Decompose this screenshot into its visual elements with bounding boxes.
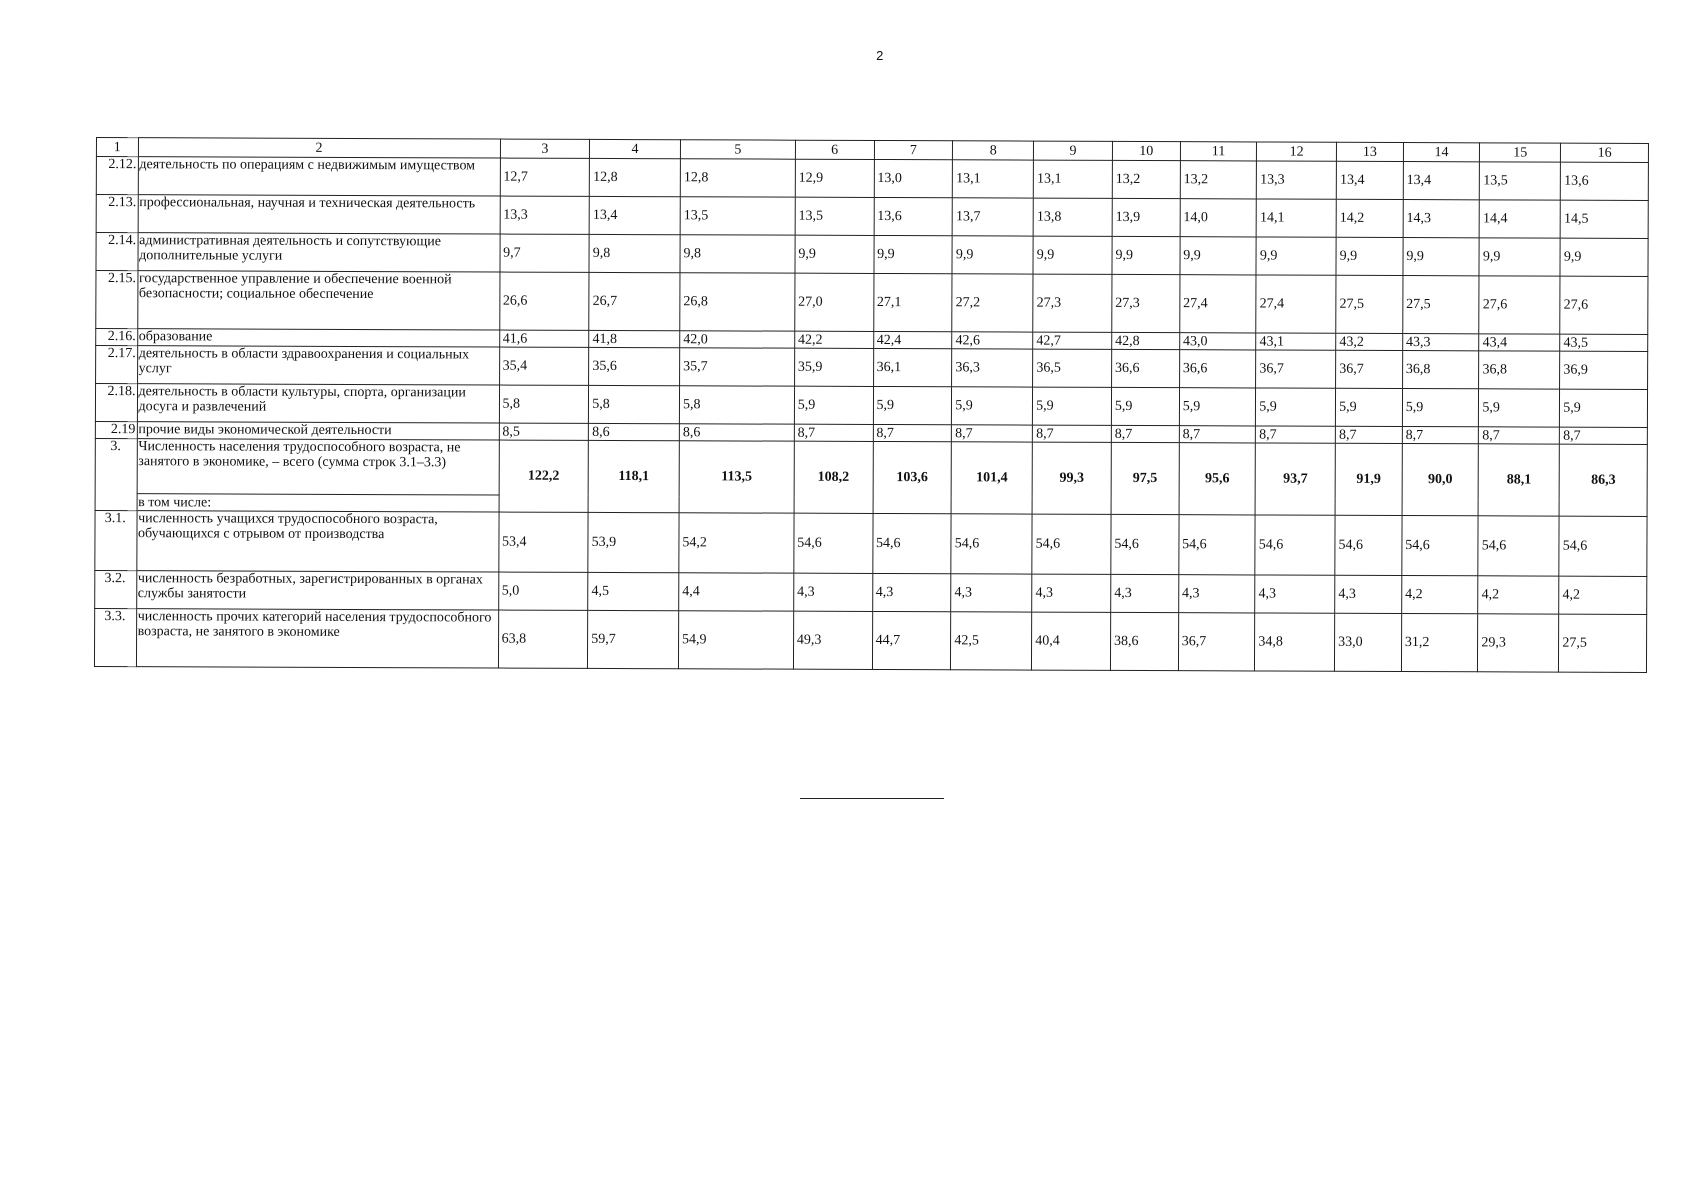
table-cell: 44,7: [872, 611, 951, 669]
table-cell: 9,9: [1336, 237, 1403, 275]
table-cell: 8,7: [1560, 427, 1648, 444]
table-cell: 54,6: [1335, 515, 1402, 575]
table-cell: 36,8: [1479, 351, 1560, 389]
table-row: [96, 157, 1648, 201]
table-cell: 8,7: [1111, 425, 1179, 442]
table-cell: 118,1: [588, 440, 679, 512]
table-cell: 8,7: [1402, 427, 1479, 444]
table-cell: 63,8: [498, 610, 588, 668]
table-cell: 13,7: [952, 198, 1033, 236]
table-cell: 36,6: [1179, 350, 1256, 388]
table-cell: 13,3: [500, 196, 590, 234]
table-cell: 54,6: [951, 514, 1032, 574]
table-cell: 5,9: [1256, 388, 1336, 426]
table-cell: 35,7: [680, 348, 795, 386]
table-cell: 54,6: [872, 513, 951, 573]
table-cell: 54,6: [1478, 516, 1559, 576]
table-cell: 4,3: [1335, 575, 1402, 613]
table-cell: 5,8: [589, 385, 680, 423]
row-code: 2.18.: [95, 384, 137, 422]
table-cell: 54,6: [1111, 514, 1179, 574]
table-cell: 93,7: [1255, 443, 1335, 515]
table-cell: 9,9: [1112, 236, 1180, 274]
table-cell: 90,0: [1402, 444, 1479, 516]
table-cell: 13,5: [680, 197, 795, 235]
table-cell: 42,7: [1033, 332, 1112, 349]
table-cell: 49,3: [793, 611, 872, 669]
table-cell: 13,6: [874, 197, 953, 235]
table-row: [96, 271, 1648, 335]
table-cell: 54,9: [678, 611, 793, 669]
table-cell: 36,7: [1178, 613, 1255, 671]
table-cell: 35,9: [794, 348, 873, 386]
table-cell: 41,6: [499, 330, 589, 347]
table-cell: 5,8: [499, 385, 589, 423]
table-cell: 12,8: [590, 158, 681, 196]
column-header-5: 5: [680, 140, 795, 159]
table-cell: 5,9: [1402, 389, 1479, 427]
column-header-15: 15: [1480, 143, 1561, 162]
table-row: [94, 608, 1646, 672]
table-cell: 8,7: [1256, 426, 1336, 443]
table-cell: 4,3: [1178, 575, 1255, 613]
statistics-table: [94, 137, 1649, 673]
table-cell: 14,2: [1336, 199, 1403, 237]
table-cell: 13,1: [1033, 160, 1112, 198]
table-cell: 4,3: [1255, 575, 1335, 613]
table-row: [96, 195, 1648, 239]
table-cell: 13,1: [953, 160, 1034, 198]
table-cell: 13,4: [589, 196, 680, 234]
table-cell: 27,2: [952, 274, 1033, 332]
column-header-7: 7: [874, 140, 953, 159]
column-header-16: 16: [1561, 143, 1649, 162]
table-row: [95, 384, 1647, 428]
row-code: 2.15.: [96, 271, 138, 329]
row-code: 2.17.: [96, 346, 138, 384]
row-code: 2.14.: [96, 233, 138, 271]
table-cell: 43,3: [1403, 334, 1480, 351]
table-cell: 88,1: [1478, 444, 1559, 516]
table-cell: 26,7: [589, 272, 680, 330]
table-cell: 54,2: [679, 513, 794, 573]
table-cell: 36,1: [873, 348, 952, 386]
table-body: [94, 157, 1648, 673]
table-cell: 103,6: [873, 441, 952, 513]
table-cell: 4,3: [1032, 574, 1111, 612]
table-cell: 27,0: [795, 273, 874, 331]
table-cell: 5,8: [679, 386, 794, 424]
row-label: государственное управление и обеспечение военной безопасности; социальное обеспечение: [137, 271, 499, 330]
table-cell: 5,9: [1179, 388, 1256, 426]
row-label: прочие виды экономической деятельности: [137, 422, 499, 440]
table-cell: 14,1: [1256, 199, 1336, 237]
table-cell: 42,5: [951, 612, 1032, 670]
table-cell: 8,7: [1335, 426, 1402, 443]
table-cell: 9,9: [1479, 238, 1560, 276]
table-cell: 4,3: [951, 574, 1032, 612]
table-cell: 13,8: [1033, 198, 1112, 236]
column-header-8: 8: [953, 141, 1034, 160]
table-cell: 36,8: [1402, 351, 1479, 389]
table-cell: 54,6: [1255, 515, 1335, 575]
table-cell: 36,7: [1336, 350, 1403, 388]
row-label: деятельность в области здравоохранения и социальных услуг: [137, 346, 499, 385]
end-of-document-rule: [800, 798, 944, 799]
table-cell: 5,9: [1033, 387, 1112, 425]
table-cell: 41,8: [589, 330, 680, 347]
table-cell: 36,6: [1111, 349, 1179, 387]
row-code: 2.12.: [96, 157, 138, 195]
table-cell: 13,5: [795, 197, 874, 235]
table-cell: 8,7: [1179, 426, 1256, 443]
table-cell: 9,7: [500, 234, 590, 272]
table-cell: 101,4: [951, 442, 1032, 514]
table-cell: 27,3: [1112, 274, 1180, 332]
table-cell: 9,9: [1033, 236, 1112, 274]
table-cell: 14,0: [1180, 199, 1257, 237]
table-cell: 5,9: [1111, 387, 1179, 425]
column-header-9: 9: [1034, 141, 1113, 160]
table-cell: 36,9: [1560, 351, 1648, 389]
table-cell: 54,6: [794, 513, 873, 573]
table-cell: 9,9: [952, 236, 1033, 274]
row-label: численность прочих категорий населения трудоспособного возраста, не занятого в экономике: [136, 609, 498, 668]
table-cell: 8,7: [952, 425, 1033, 442]
table-cell: 13,3: [1257, 161, 1337, 199]
table-cell: 42,4: [873, 331, 952, 348]
table-cell: 59,7: [588, 610, 679, 668]
table-cell: 53,4: [498, 512, 588, 572]
table-cell: 43,0: [1179, 333, 1256, 350]
column-header-14: 14: [1403, 143, 1480, 162]
table-cell: 13,4: [1336, 161, 1403, 199]
row-code: 2.16.: [96, 329, 138, 346]
table-cell: 42,2: [795, 331, 874, 348]
table-cell: 43,4: [1479, 334, 1560, 351]
column-header-13: 13: [1337, 142, 1404, 161]
table-cell: 14,5: [1560, 200, 1648, 238]
row-label: численность учащихся трудоспособного возраста, обучающихся с отрывом от производства: [136, 511, 498, 572]
table-row: [95, 510, 1647, 576]
row-code: 3.1.: [95, 510, 137, 570]
table-cell: 9,9: [1560, 238, 1648, 276]
table-cell: 26,8: [680, 273, 795, 331]
table-cell: 27,4: [1180, 275, 1257, 333]
table-cell: 54,6: [1559, 516, 1647, 576]
table-cell: 42,8: [1112, 332, 1180, 349]
column-header-3: 3: [500, 139, 590, 158]
row-label: образование: [137, 329, 499, 347]
table-cell: 4,3: [1111, 574, 1179, 612]
statistics-table-wrapper: [94, 137, 1649, 673]
total-row: [95, 438, 1647, 499]
table-cell: 4,3: [872, 573, 951, 611]
table-cell: 35,4: [499, 347, 589, 385]
table-cell: 54,6: [1402, 516, 1479, 576]
table-cell: 27,5: [1403, 276, 1480, 334]
table-cell: 13,5: [1480, 162, 1561, 200]
table-cell: 36,3: [952, 349, 1033, 387]
table-cell: 27,5: [1559, 614, 1647, 672]
table-cell: 4,5: [588, 572, 679, 610]
table-cell: 13,6: [1561, 162, 1649, 200]
table-cell: 9,8: [680, 235, 795, 273]
table-cell: 26,6: [499, 272, 589, 330]
table-row: [96, 233, 1648, 277]
table-cell: 13,4: [1403, 162, 1480, 200]
table-cell: 4,4: [679, 573, 794, 611]
table-cell: 27,5: [1336, 275, 1403, 333]
including-label: в том числе:: [137, 494, 499, 512]
table-cell: 29,3: [1478, 614, 1559, 672]
table-cell: 43,1: [1256, 333, 1336, 350]
table-cell: 8,6: [679, 424, 794, 441]
row-code: 2.13.: [96, 195, 138, 233]
table-cell: 12,9: [795, 159, 874, 197]
column-header-11: 11: [1180, 142, 1257, 161]
table-cell: 27,6: [1479, 276, 1560, 334]
table-cell: 8,7: [794, 424, 873, 441]
table-cell: 8,7: [873, 424, 952, 441]
table-cell: 8,7: [1033, 425, 1112, 442]
page-number: 2: [876, 48, 884, 63]
table-cell: 97,5: [1111, 442, 1179, 514]
table-cell: 5,9: [952, 387, 1033, 425]
table-cell: 4,2: [1402, 576, 1479, 614]
table-cell: 43,2: [1336, 333, 1403, 350]
table-cell: 35,6: [589, 347, 680, 385]
table-cell: 14,4: [1479, 200, 1560, 238]
column-header-10: 10: [1112, 141, 1180, 160]
total-row-label: Численность населения трудоспособного возраста, не занятого в экономике, – всего (сумма строк 3.1–3.3): [137, 439, 499, 495]
table-cell: 13,9: [1112, 198, 1180, 236]
table-cell: 86,3: [1559, 444, 1647, 516]
table-cell: 13,2: [1112, 160, 1180, 198]
table-cell: 14,3: [1403, 200, 1480, 238]
table-cell: 113,5: [679, 441, 794, 513]
row-code: 2.19: [95, 421, 137, 438]
table-row: [95, 570, 1647, 614]
table-cell: 4,3: [794, 573, 873, 611]
table-cell: 53,9: [588, 512, 679, 572]
row-label: деятельность по операциям с недвижимым имуществом: [138, 157, 500, 196]
table-cell: 42,6: [952, 332, 1033, 349]
table-cell: 5,9: [1336, 388, 1403, 426]
column-header-6: 6: [795, 140, 874, 159]
table-cell: 12,8: [680, 159, 795, 197]
row-code: 3.2.: [95, 570, 137, 608]
table-cell: 5,9: [873, 386, 952, 424]
table-cell: 12,7: [500, 158, 590, 196]
table-cell: 38,6: [1110, 612, 1178, 670]
table-cell: 5,9: [794, 386, 873, 424]
table-cell: 4,2: [1559, 576, 1647, 614]
table-cell: 5,9: [1479, 389, 1560, 427]
table-cell: 9,9: [795, 235, 874, 273]
table-cell: 4,2: [1478, 576, 1559, 614]
row-code: 3.3.: [94, 608, 136, 666]
table-cell: 5,9: [1560, 389, 1648, 427]
table-cell: 54,6: [1179, 515, 1256, 575]
table-cell: 13,0: [874, 159, 953, 197]
table-cell: 9,9: [1256, 237, 1336, 275]
table-cell: 5,0: [498, 572, 588, 610]
row-label: профессиональная, научная и техническая деятельность: [138, 195, 500, 234]
table-cell: 9,8: [589, 234, 680, 272]
row-label: численность безработных, зарегистрированных в органах службы занятости: [136, 571, 498, 610]
row-code: 3.: [95, 438, 137, 510]
table-cell: 34,8: [1255, 613, 1335, 671]
table-cell: 42,0: [680, 331, 795, 348]
table-cell: 33,0: [1335, 613, 1402, 671]
column-header-2: 2: [138, 138, 500, 158]
table-cell: 54,6: [1032, 514, 1111, 574]
column-header-4: 4: [590, 139, 681, 158]
table-cell: 95,6: [1179, 443, 1256, 515]
table-cell: 43,5: [1560, 334, 1648, 351]
table-cell: 36,5: [1033, 349, 1112, 387]
table-cell: 91,9: [1335, 443, 1402, 515]
table-cell: 31,2: [1401, 614, 1478, 672]
table-cell: 8,5: [499, 423, 589, 440]
row-label: деятельность в области культуры, спорта, организации досуга и развлечений: [137, 384, 499, 423]
column-header-1: 1: [96, 138, 138, 157]
table-cell: 40,4: [1032, 612, 1111, 670]
table-cell: 13,2: [1180, 161, 1257, 199]
table-cell: 99,3: [1032, 442, 1111, 514]
table-cell: 27,4: [1256, 275, 1336, 333]
column-header-12: 12: [1257, 142, 1337, 161]
table-row: [96, 346, 1648, 390]
table-cell: 8,7: [1479, 427, 1560, 444]
table-cell: 108,2: [794, 441, 873, 513]
table-cell: 36,7: [1256, 350, 1336, 388]
table-cell: 122,2: [499, 440, 589, 512]
row-label: административная деятельность и сопутствующие дополнительные услуги: [138, 233, 500, 272]
table-cell: 8,6: [589, 423, 680, 440]
table-cell: 9,9: [874, 235, 953, 273]
table-cell: 27,3: [1033, 274, 1112, 332]
table-cell: 27,6: [1560, 276, 1648, 334]
table-cell: 27,1: [873, 273, 952, 331]
table-cell: 9,9: [1403, 238, 1480, 276]
table-cell: 9,9: [1180, 237, 1257, 275]
